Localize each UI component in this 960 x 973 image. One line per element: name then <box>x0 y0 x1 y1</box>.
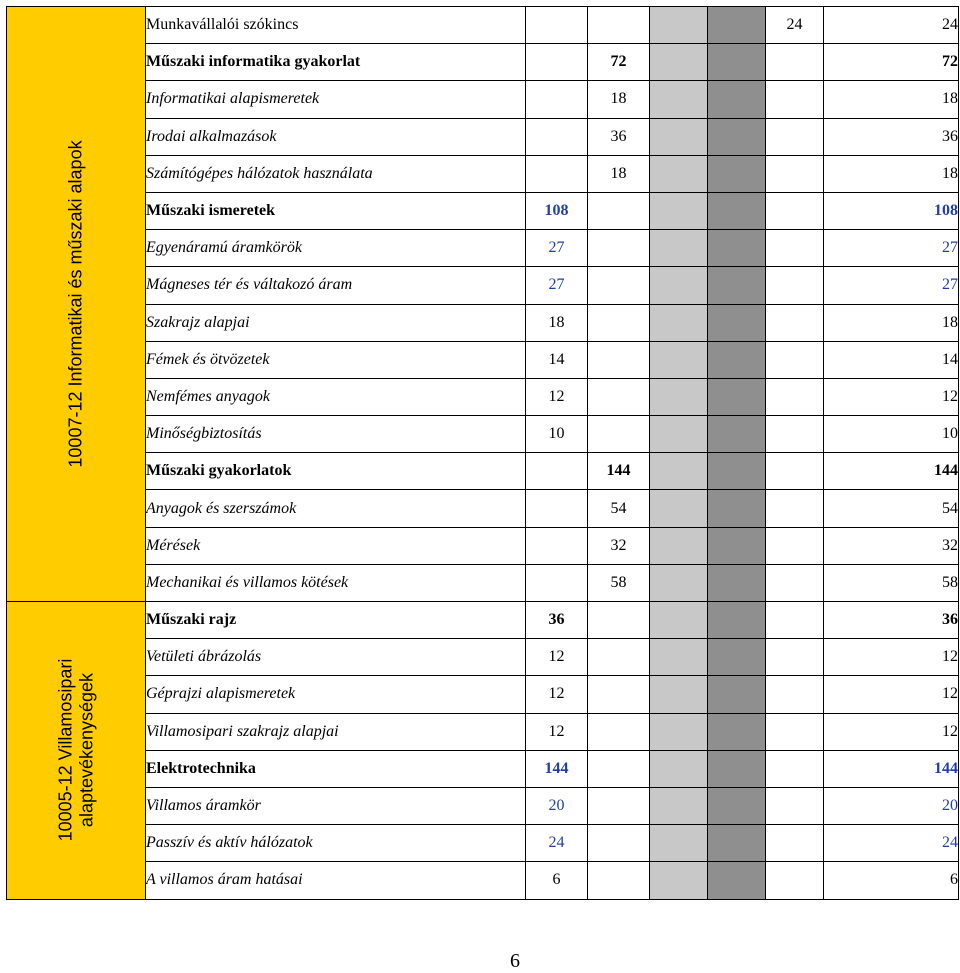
subject-name: Elektrotechnika <box>146 750 526 787</box>
subject-name: Számítógépes hálózatok használata <box>146 155 526 192</box>
hours-cell-c3 <box>766 750 824 787</box>
total-hours-cell: 72 <box>824 44 959 81</box>
shaded-cell-dark <box>708 676 766 713</box>
curriculum-table-wrapper <box>6 6 959 900</box>
hours-cell-c3 <box>766 676 824 713</box>
shaded-cell-dark <box>708 118 766 155</box>
total-hours-cell: 20 <box>824 787 959 824</box>
hours-cell-c1 <box>526 453 588 490</box>
subject-name: Műszaki gyakorlatok <box>146 453 526 490</box>
hours-cell-c2 <box>588 341 650 378</box>
hours-cell-c3 <box>766 81 824 118</box>
hours-cell-c2 <box>588 304 650 341</box>
shaded-cell-dark <box>708 862 766 899</box>
hours-cell-c1: 27 <box>526 267 588 304</box>
hours-cell-c2 <box>588 192 650 229</box>
total-hours-cell: 58 <box>824 564 959 601</box>
hours-cell-c3 <box>766 527 824 564</box>
total-hours-cell: 12 <box>824 713 959 750</box>
hours-cell-c1: 12 <box>526 639 588 676</box>
hours-cell-c2 <box>588 230 650 267</box>
hours-cell-c2: 144 <box>588 453 650 490</box>
hours-cell-c3 <box>766 304 824 341</box>
hours-cell-c2: 32 <box>588 527 650 564</box>
subject-name: Irodai alkalmazások <box>146 118 526 155</box>
hours-cell-c2 <box>588 713 650 750</box>
hours-cell-c3 <box>766 564 824 601</box>
table-row <box>7 750 959 787</box>
hours-cell-c3 <box>766 44 824 81</box>
hours-cell-c3 <box>766 713 824 750</box>
shaded-cell-light <box>650 118 708 155</box>
hours-cell-c2: 58 <box>588 564 650 601</box>
shaded-cell-dark <box>708 825 766 862</box>
shaded-cell-light <box>650 787 708 824</box>
hours-cell-c3 <box>766 602 824 639</box>
subject-name: Mágneses tér és váltakozó áram <box>146 267 526 304</box>
hours-cell-c2: 18 <box>588 155 650 192</box>
shaded-cell-dark <box>708 639 766 676</box>
subject-name: Vetületi ábrázolás <box>146 639 526 676</box>
total-hours-cell: 27 <box>824 230 959 267</box>
hours-cell-c3 <box>766 490 824 527</box>
total-hours-cell: 108 <box>824 192 959 229</box>
table-row <box>7 192 959 229</box>
hours-cell-c2 <box>588 416 650 453</box>
total-hours-cell: 12 <box>824 676 959 713</box>
hours-cell-c2 <box>588 267 650 304</box>
shaded-cell-dark <box>708 192 766 229</box>
shaded-cell-dark <box>708 713 766 750</box>
table-row <box>7 118 959 155</box>
hours-cell-c1 <box>526 44 588 81</box>
hours-cell-c1 <box>526 527 588 564</box>
table-row <box>7 304 959 341</box>
shaded-cell-dark <box>708 453 766 490</box>
hours-cell-c1: 10 <box>526 416 588 453</box>
subject-name: Géprajzi alapismeretek <box>146 676 526 713</box>
shaded-cell-light <box>650 564 708 601</box>
hours-cell-c2 <box>588 676 650 713</box>
hours-cell-c1: 12 <box>526 676 588 713</box>
page-number: 6 <box>510 950 520 972</box>
subject-name: Anyagok és szerszámok <box>146 490 526 527</box>
shaded-cell-light <box>650 192 708 229</box>
table-row <box>7 230 959 267</box>
module-label: 10007-12 Informatikai és műszaki alapok <box>65 140 86 468</box>
subject-name: Műszaki informatika gyakorlat <box>146 44 526 81</box>
shaded-cell-dark <box>708 341 766 378</box>
hours-cell-c3 <box>766 155 824 192</box>
hours-cell-c1 <box>526 118 588 155</box>
table-row <box>7 564 959 601</box>
shaded-cell-dark <box>708 750 766 787</box>
subject-name: Minőségbiztosítás <box>146 416 526 453</box>
shaded-cell-light <box>650 7 708 44</box>
table-row <box>7 416 959 453</box>
hours-cell-c3 <box>766 230 824 267</box>
hours-cell-c3 <box>766 639 824 676</box>
total-hours-cell: 24 <box>824 7 959 44</box>
shaded-cell-light <box>650 750 708 787</box>
hours-cell-c2 <box>588 750 650 787</box>
shaded-cell-light <box>650 862 708 899</box>
shaded-cell-light <box>650 230 708 267</box>
table-row <box>7 676 959 713</box>
hours-cell-c2 <box>588 787 650 824</box>
subject-name: Villamosipari szakrajz alapjai <box>146 713 526 750</box>
subject-name: Műszaki rajz <box>146 602 526 639</box>
shaded-cell-light <box>650 453 708 490</box>
table-row <box>7 639 959 676</box>
shaded-cell-dark <box>708 155 766 192</box>
total-hours-cell: 36 <box>824 602 959 639</box>
hours-cell-c2 <box>588 378 650 415</box>
subject-name: A villamos áram hatásai <box>146 862 526 899</box>
shaded-cell-light <box>650 341 708 378</box>
shaded-cell-light <box>650 527 708 564</box>
total-hours-cell: 12 <box>824 639 959 676</box>
total-hours-cell: 144 <box>824 750 959 787</box>
shaded-cell-light <box>650 304 708 341</box>
shaded-cell-dark <box>708 787 766 824</box>
hours-cell-c1: 20 <box>526 787 588 824</box>
subject-name: Informatikai alapismeretek <box>146 81 526 118</box>
hours-cell-c2: 36 <box>588 118 650 155</box>
shaded-cell-dark <box>708 304 766 341</box>
shaded-cell-dark <box>708 7 766 44</box>
shaded-cell-dark <box>708 44 766 81</box>
hours-cell-c3 <box>766 416 824 453</box>
hours-cell-c1: 144 <box>526 750 588 787</box>
hours-cell-c1: 12 <box>526 713 588 750</box>
hours-cell-c3 <box>766 192 824 229</box>
total-hours-cell: 10 <box>824 416 959 453</box>
hours-cell-c2: 72 <box>588 44 650 81</box>
hours-cell-c3 <box>766 341 824 378</box>
hours-cell-c1 <box>526 564 588 601</box>
shaded-cell-light <box>650 267 708 304</box>
total-hours-cell: 6 <box>824 862 959 899</box>
shaded-cell-light <box>650 378 708 415</box>
table-row <box>7 44 959 81</box>
curriculum-table <box>6 6 959 900</box>
table-row <box>7 341 959 378</box>
hours-cell-c1: 27 <box>526 230 588 267</box>
hours-cell-c2 <box>588 639 650 676</box>
hours-cell-c2: 18 <box>588 81 650 118</box>
subject-name: Fémek és ötvözetek <box>146 341 526 378</box>
shaded-cell-light <box>650 825 708 862</box>
table-row <box>7 155 959 192</box>
subject-name: Mérések <box>146 527 526 564</box>
hours-cell-c2 <box>588 7 650 44</box>
shaded-cell-light <box>650 490 708 527</box>
hours-cell-c1: 12 <box>526 378 588 415</box>
table-row <box>7 787 959 824</box>
subject-name: Műszaki ismeretek <box>146 192 526 229</box>
subject-name: Egyenáramú áramkörök <box>146 230 526 267</box>
hours-cell-c3 <box>766 267 824 304</box>
shaded-cell-light <box>650 44 708 81</box>
total-hours-cell: 14 <box>824 341 959 378</box>
hours-cell-c3 <box>766 118 824 155</box>
table-row <box>7 453 959 490</box>
curriculum-table-body <box>7 7 959 900</box>
table-row <box>7 862 959 899</box>
hours-cell-c1 <box>526 490 588 527</box>
subject-name: Passzív és aktív hálózatok <box>146 825 526 862</box>
shaded-cell-dark <box>708 564 766 601</box>
hours-cell-c1: 14 <box>526 341 588 378</box>
subject-name: Mechanikai és villamos kötések <box>146 564 526 601</box>
shaded-cell-light <box>650 639 708 676</box>
module-label: 10005-12 Villamosipari alaptevékenységek <box>55 658 96 842</box>
table-row <box>7 378 959 415</box>
total-hours-cell: 18 <box>824 81 959 118</box>
module-label-cell <box>7 7 146 602</box>
hours-cell-c1 <box>526 7 588 44</box>
hours-cell-c1: 6 <box>526 862 588 899</box>
shaded-cell-light <box>650 81 708 118</box>
total-hours-cell: 24 <box>824 825 959 862</box>
subject-name: Szakrajz alapjai <box>146 304 526 341</box>
hours-cell-c1 <box>526 155 588 192</box>
shaded-cell-dark <box>708 527 766 564</box>
total-hours-cell: 144 <box>824 453 959 490</box>
subject-name: Munkavállalói szókincs <box>146 7 526 44</box>
total-hours-cell: 18 <box>824 155 959 192</box>
hours-cell-c3 <box>766 453 824 490</box>
shaded-cell-dark <box>708 378 766 415</box>
table-row <box>7 825 959 862</box>
shaded-cell-dark <box>708 267 766 304</box>
shaded-cell-dark <box>708 490 766 527</box>
hours-cell-c1: 108 <box>526 192 588 229</box>
total-hours-cell: 32 <box>824 527 959 564</box>
shaded-cell-light <box>650 155 708 192</box>
shaded-cell-dark <box>708 81 766 118</box>
module-label-cell <box>7 602 146 900</box>
shaded-cell-dark <box>708 230 766 267</box>
total-hours-cell: 54 <box>824 490 959 527</box>
hours-cell-c3: 24 <box>766 7 824 44</box>
total-hours-cell: 36 <box>824 118 959 155</box>
hours-cell-c2: 54 <box>588 490 650 527</box>
total-hours-cell: 12 <box>824 378 959 415</box>
hours-cell-c1: 18 <box>526 304 588 341</box>
table-row <box>7 267 959 304</box>
subject-name: Nemfémes anyagok <box>146 378 526 415</box>
hours-cell-c3 <box>766 862 824 899</box>
table-row <box>7 527 959 564</box>
shaded-cell-light <box>650 713 708 750</box>
shaded-cell-light <box>650 676 708 713</box>
table-row <box>7 713 959 750</box>
hours-cell-c2 <box>588 862 650 899</box>
hours-cell-c3 <box>766 378 824 415</box>
hours-cell-c1: 24 <box>526 825 588 862</box>
total-hours-cell: 27 <box>824 267 959 304</box>
hours-cell-c1 <box>526 81 588 118</box>
total-hours-cell: 18 <box>824 304 959 341</box>
shaded-cell-light <box>650 602 708 639</box>
subject-name: Villamos áramkör <box>146 787 526 824</box>
shaded-cell-light <box>650 416 708 453</box>
hours-cell-c3 <box>766 825 824 862</box>
hours-cell-c2 <box>588 825 650 862</box>
shaded-cell-dark <box>708 416 766 453</box>
table-row <box>7 602 959 639</box>
hours-cell-c1: 36 <box>526 602 588 639</box>
hours-cell-c3 <box>766 787 824 824</box>
hours-cell-c2 <box>588 602 650 639</box>
table-row <box>7 7 959 44</box>
shaded-cell-dark <box>708 602 766 639</box>
table-row <box>7 490 959 527</box>
table-row <box>7 81 959 118</box>
